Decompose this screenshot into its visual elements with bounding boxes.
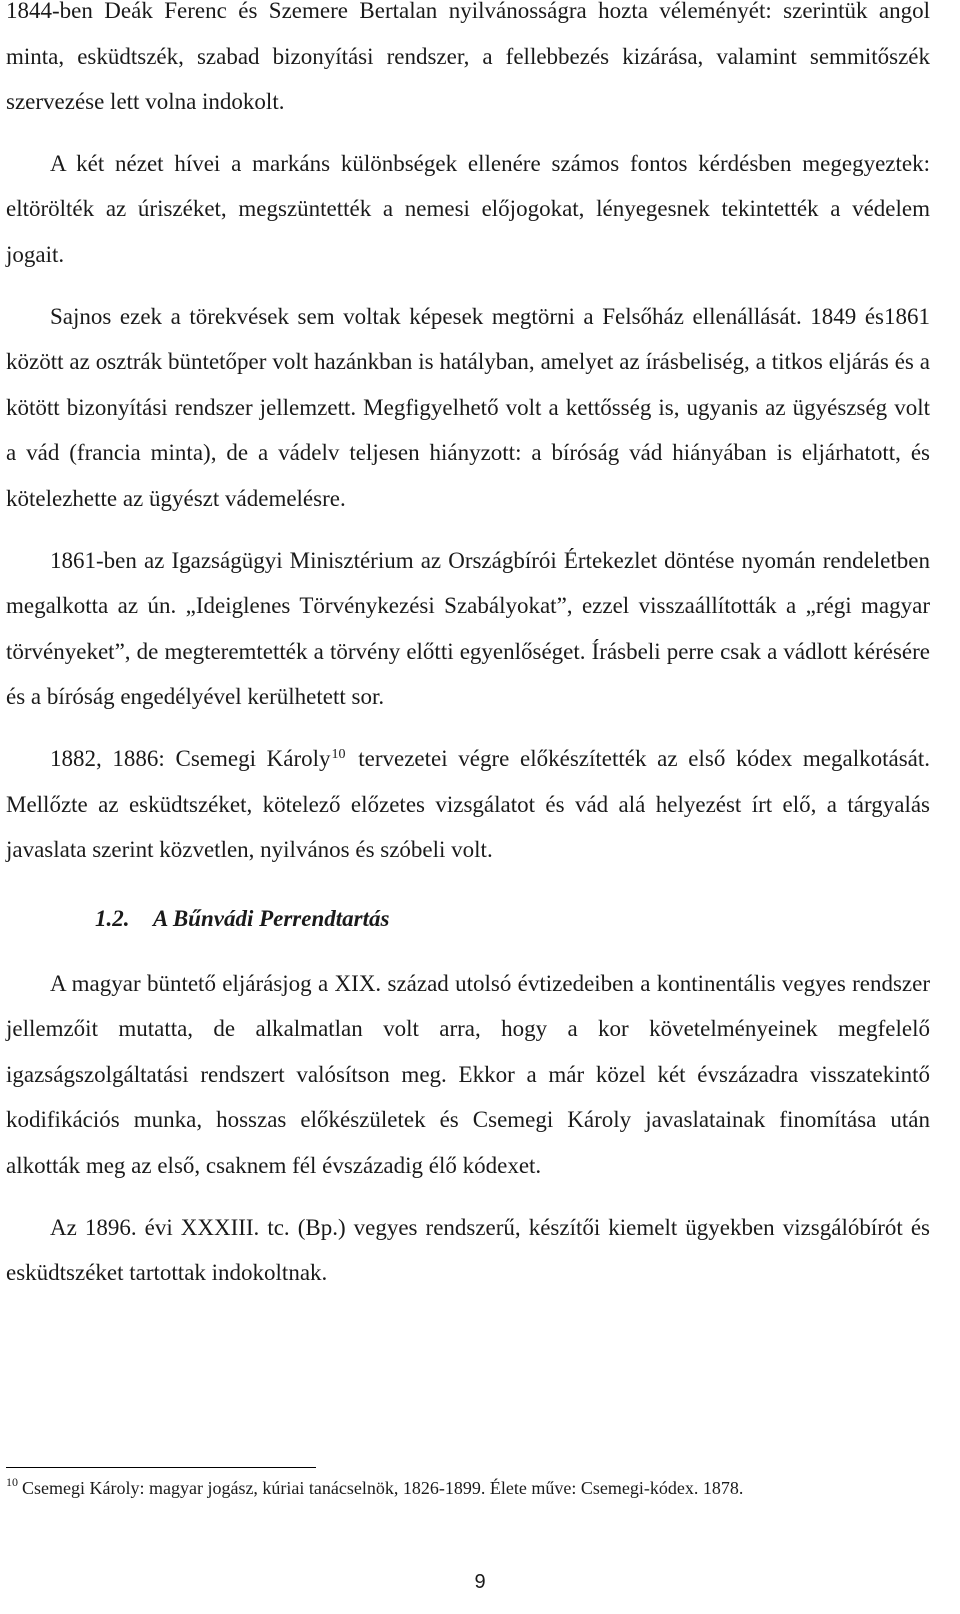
section-heading [95, 899, 930, 939]
paragraph-5-text-after: tervezetei végre előkészítették az első kódex megalkotását. Mellőzte az esküdtszéket, kötelező előzetes vizsgálatot és vád alá helyezést írt elő, a tárgyalás javaslata szerint közvetlen, nyilvános és szóbeli volt. [6, 745, 930, 863]
section-title: A Bűnvádi Perrendtartás [153, 905, 390, 931]
paragraph-6: A magyar büntető eljárásjog a XIX. század utolsó évtizedeiben a kontinentális vegyes rendszer jellemzőit mutatta, de alkalmatlan volt arra, hogy a kor követelményeinek megfelelő igazságszolgáltatási rendszert valósítson meg. Ekkor a már közel két évszázadra visszatekintő kodifikációs munka, hosszas előkészületek és Csemegi Károly javaslatainak finomítása után alkották meg az első, csaknem fél évszázadig élő kódexet. [6, 970, 930, 1179]
footnote-number: 10 [6, 1475, 18, 1489]
paragraph-5 [6, 736, 930, 873]
paragraph-7: Az 1896. évi XXXIII. tc. (Bp.) vegyes rendszerű, készítői kiemelt ügyekben vizsgálóbírót és esküdtszéket tartottak indokoltnak. [6, 1214, 930, 1286]
paragraph-1: 1844-ben Deák Ferenc és Szemere Bertalan nyilvánosságra hozta véleményét: szerintük angol minta, esküdtszék, szabad bizonyítási rendszer, a fellebbezés kizárása, valamint semmitőszék szervezése lett volna indokolt. [6, 0, 930, 115]
paragraph-4: 1861-ben az Igazságügyi Minisztérium az Országbírói Értekezlet döntése nyomán rendeletben megalkotta az ún. „Ideiglenes Törvénykezési Szabályokat”, ezzel visszaállították a „régi magyar törvényeket”, de megteremtették a törvény előtti egyenlőséget. Írásbeli perre csak a vádlott kérésére és a bíróság engedélyével kerülhetett sor. [6, 547, 930, 710]
page-number: 9 [474, 1571, 486, 1593]
footnote-separator [6, 1467, 316, 1468]
paragraph-5-text-before: 1882, 1886: Csemegi Károly [50, 745, 331, 771]
document-page [6, 0, 930, 1296]
footnote [6, 1477, 930, 1499]
paragraph-2: A két nézet hívei a markáns különbségek ellenére számos fontos kérdésben megegyeztek: eltörölték az úriszéket, megszüntették a nemesi előjogokat, lényegesnek tekintették a védelem jogait. [6, 150, 930, 267]
paragraph-3: Sajnos ezek a törekvések sem voltak képesek megtörni a Felsőház ellenállását. 1849 és1861 között az osztrák büntetőper volt hazánkban is hatályban, amelyet az írásbeliség, a titkos eljárás és a kötött bizonyítási rendszer jellemzett. Megfigyelhető volt a kettősség is, ugyanis az ügyészség volt a vád (francia minta), de a vádelv teljesen hiányzott: a bíróság vád hiányában is eljárhatott, és kötelezhette az ügyészt vádemelésre. [6, 303, 930, 511]
footnote-text: Csemegi Károly: magyar jogász, kúriai tanácselnök, 1826-1899. Élete műve: Csemegi-kódex. 1878. [22, 1478, 744, 1498]
footnote-reference[interactable]: 10 [331, 746, 346, 762]
section-number: 1.2. [95, 905, 130, 931]
